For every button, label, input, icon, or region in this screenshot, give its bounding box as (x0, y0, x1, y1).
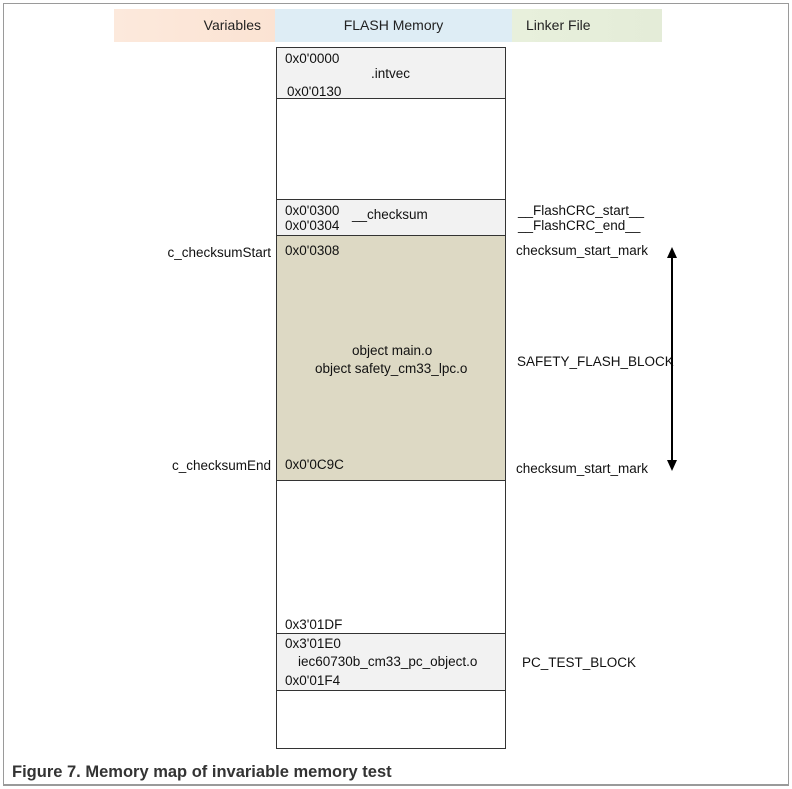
linker-crc-end: __FlashCRC_end__ (518, 218, 641, 233)
linker-crc-start: __FlashCRC_start__ (518, 203, 645, 218)
block-empty-2 (276, 480, 506, 634)
block-empty-3 (276, 690, 506, 749)
var-checksum-end: c_checksumEnd (171, 458, 271, 473)
linker-pc-block: PC_TEST_BLOCK (522, 655, 637, 670)
addr-checksum-end: 0x0'0304 (285, 218, 340, 233)
addr-checksum-start: 0x0'0300 (285, 203, 340, 218)
addr-safety-start: 0x0'0308 (285, 243, 340, 258)
double-arrow-icon (660, 245, 684, 473)
block-empty-1 (276, 98, 506, 200)
label-pc-object: iec60730b_cm33_pc_object.o (298, 654, 478, 669)
addr-safety-end: 0x0'0C9C (285, 457, 344, 472)
label-main-object: object main.o (352, 343, 433, 358)
header-linker-file: Linker File (512, 9, 662, 42)
addr-intvec-end: 0x0'0130 (287, 84, 342, 99)
header-variables: Variables (114, 9, 275, 42)
linker-mark-start: checksum_start_mark (516, 243, 649, 258)
addr-free-end: 0x3'01DF (285, 617, 343, 632)
linker-mark-end: checksum_start_mark (516, 461, 649, 476)
figure-caption: Figure 7. Memory map of invariable memory test (12, 763, 392, 781)
label-safety-object: object safety_cm33_lpc.o (315, 361, 468, 376)
linker-safety-block: SAFETY_FLASH_BLOCK (517, 354, 674, 369)
label-intvec: .intvec (371, 66, 411, 81)
label-checksum: __checksum (352, 207, 428, 222)
var-checksum-start: c_checksumStart (167, 245, 271, 260)
addr-intvec-start: 0x0'0000 (285, 51, 340, 66)
addr-pc-start: 0x3'01E0 (285, 636, 341, 651)
addr-pc-end: 0x0'01F4 (285, 673, 341, 688)
header-flash-memory: FLASH Memory (275, 9, 512, 42)
